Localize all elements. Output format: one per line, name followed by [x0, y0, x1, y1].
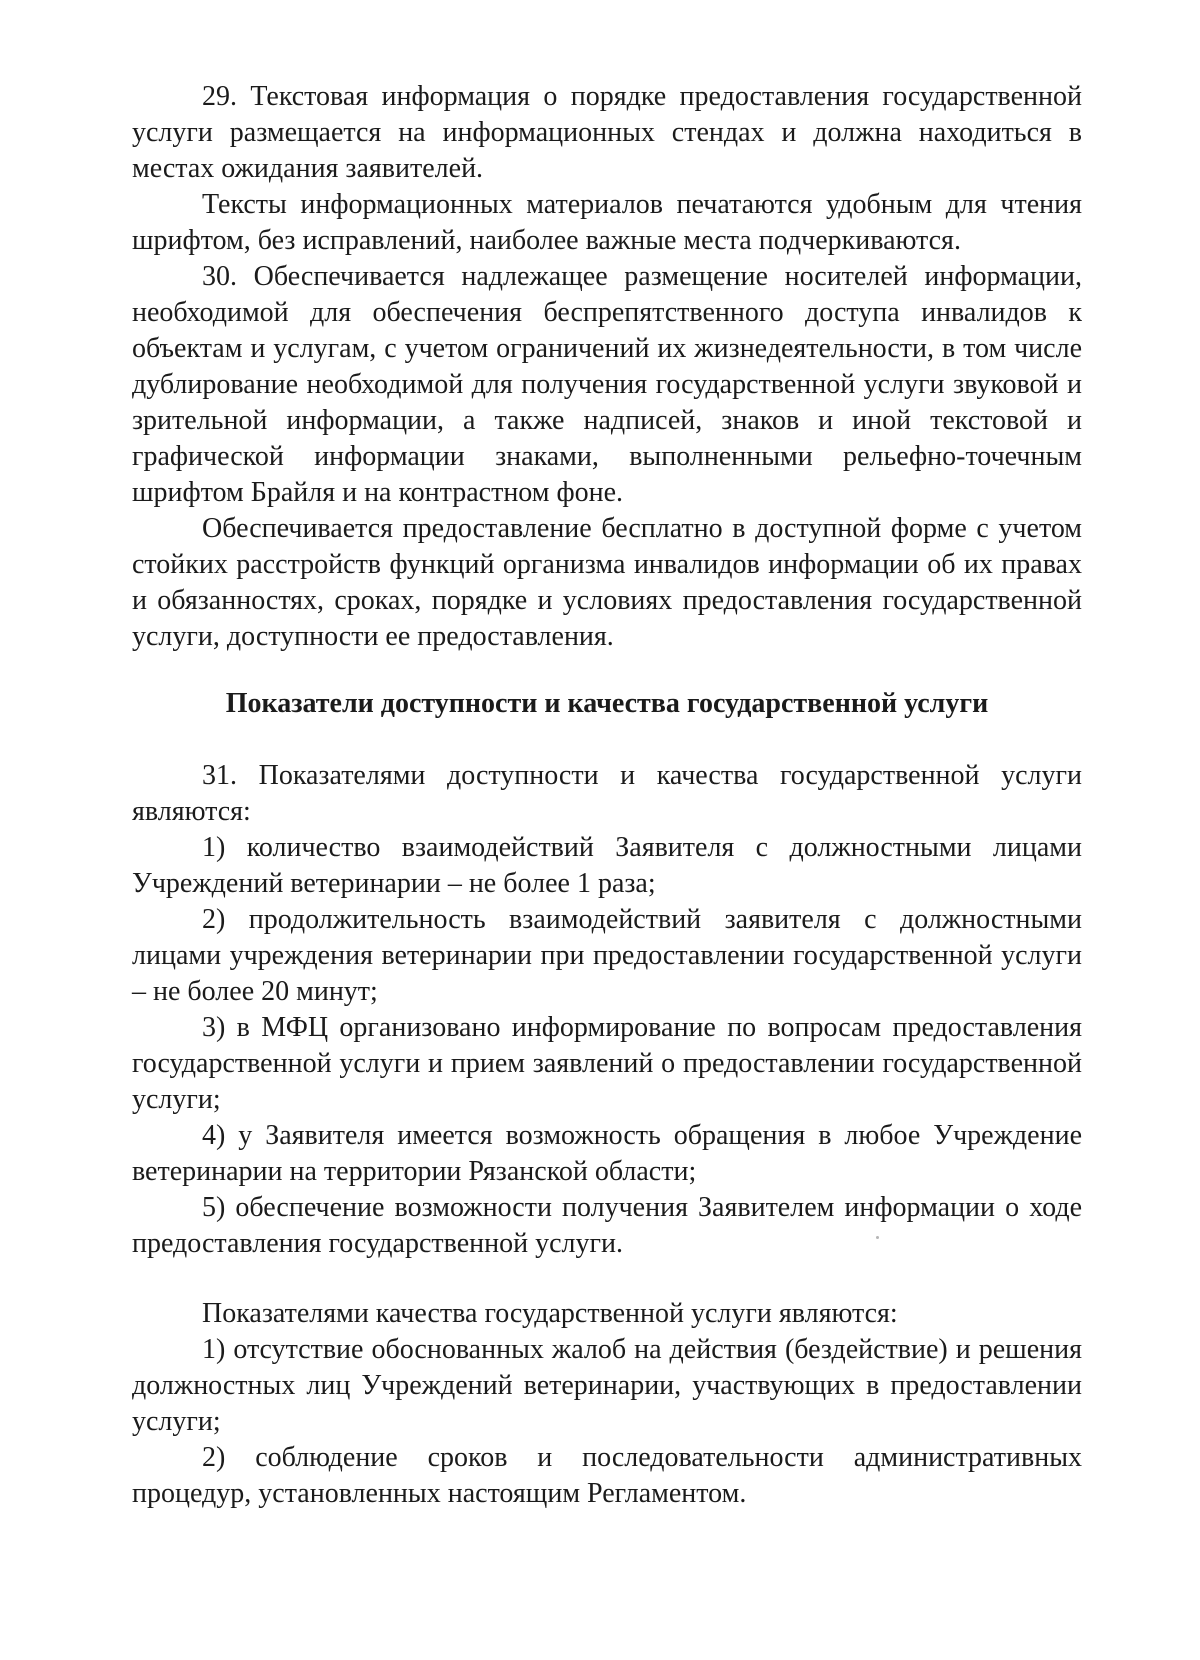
paragraph-free-info: Обеспечивается предоставление бесплатно в доступной форме с учетом стойких расстройств функций организма инвалидов информации об их правах и обязанностях, сроках, порядке и условиях предоставления государственной услуги, доступности ее предоставления. — [132, 513, 1082, 652]
section-heading: Показатели доступности и качества государственной услуги — [225, 688, 989, 719]
list-item-2: 2) продолжительность взаимодействий заявителя с должностными лицами учреждения ветеринарии при предоставлении государственной услуги – не более 20 минут; — [132, 904, 1082, 1007]
paragraph-31: 31. Показателями доступности и качества государственной услуги являются: — [132, 760, 1082, 827]
quality-item-1: 1) отсутствие обоснованных жалоб на действия (бездействие) и решения должностных лиц Учреждений ветеринарии, участвующих в предоставлении услуги; — [132, 1334, 1082, 1437]
section-2 — [132, 758, 1082, 1262]
section-1 — [132, 79, 1082, 655]
list-item-5: 5) обеспечение возможности получения Заявителем информации о ходе предоставления государственной услуги. — [132, 1192, 1082, 1259]
section-3 — [132, 1296, 1082, 1512]
paragraph-texts: Тексты информационных материалов печатаются удобным для чтения шрифтом, без исправлений, наиболее важные места подчеркиваются. — [132, 189, 1082, 256]
quality-intro: Показателями качества государственной услуги являются: — [202, 1298, 898, 1329]
scan-speck — [876, 1236, 879, 1239]
list-item-4: 4) у Заявителя имеется возможность обращения в любое Учреждение ветеринарии на территории Рязанской области; — [132, 1120, 1082, 1187]
quality-item-2: 2) соблюдение сроков и последовательности административных процедур, установленных настоящим Регламентом. — [132, 1442, 1082, 1509]
paragraph-29: 29. Текстовая информация о порядке предоставления государственной услуги размещается на информационных стендах и должна находиться в местах ожидания заявителей. — [132, 81, 1082, 184]
list-item-3: 3) в МФЦ организовано информирование по вопросам предоставления государственной услуги и прием заявлений о предоставлении государственной услуги; — [132, 1012, 1082, 1115]
list-item-1: 1) количество взаимодействий Заявителя с должностными лицами Учреждений ветеринарии – не более 1 раза; — [132, 832, 1082, 899]
paragraph-30: 30. Обеспечивается надлежащее размещение носителей информации, необходимой для обеспечения беспрепятственного доступа инвалидов к объектам и услугам, с учетом ограничений их жизнедеятельности, в том числе дублирование необходимой для получения государственной услуги звуковой и зрительной информации, а также надписей, знаков и иной текстовой и графической информации знаками, выполненными рельефно-точечным шрифтом Брайля и на контрастном фоне. — [132, 261, 1082, 508]
